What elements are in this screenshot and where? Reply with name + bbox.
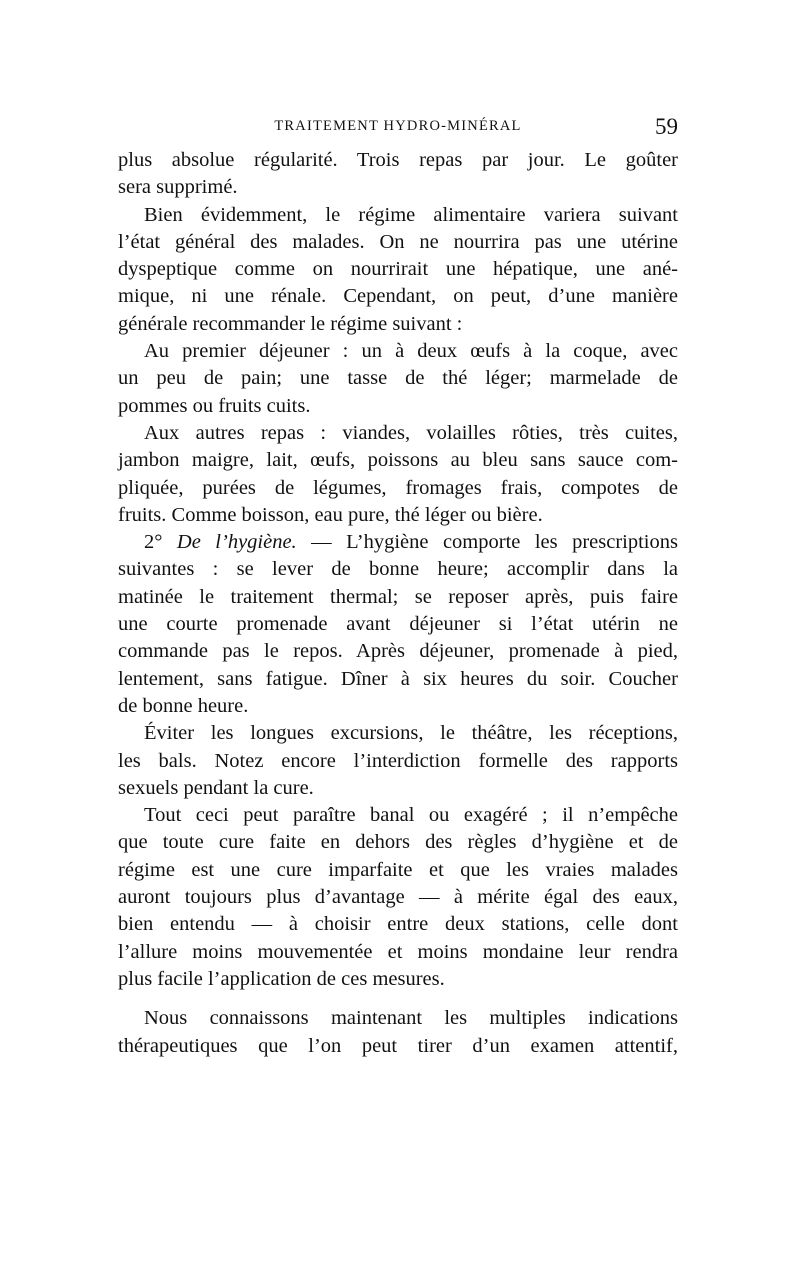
text-line: mique, ni une rénale. Cependant, on peut, d’une manière [118,285,678,308]
text-line: jambon maigre, lait, œufs, poissons au bleu sans sauce com- [118,449,678,472]
text-line: pommes ou fruits cuits. [118,394,311,417]
text-line: Nous connaissons maintenant les multiples indications [144,1007,678,1030]
text-line: les bals. Notez encore l’interdiction formelle des rapports [118,749,678,772]
text-line: sexuels pendant la cure. [118,776,314,799]
text-line: fruits. Comme boisson, eau pure, thé léger ou bière. [118,503,543,526]
text-line: matinée le traitement thermal; se reposer après, puis faire [118,585,678,608]
text-line: pliquée, purées de légumes, fromages frais, compotes de [118,476,678,499]
text-line: régime est une cure imparfaite et que les vraies malades [118,858,678,881]
text-line: l’état général des malades. On ne nourrira pas une utérine [118,230,678,253]
text-line: générale recommander le régime suivant : [118,312,463,335]
text-line: une courte promenade avant déjeuner si l’état utérin ne [118,613,678,636]
text-line: Au premier déjeuner : un à deux œufs à la coque, avec [144,340,678,363]
text-line: thérapeutiques que l’on peut tirer d’un examen attentif, [118,1034,678,1057]
text-line: que toute cure faite en dehors des règles d’hygiène et de [118,831,678,854]
text-line-section-heading [118,529,678,556]
text-line: l’allure moins mouvementée et moins mondaine leur rendra [118,940,678,963]
text-line: auront toujours plus d’avantage — à mérite égal des eaux, [118,886,678,909]
text-line: sera supprimé. [118,176,238,199]
text-line: Aux autres repas : viandes, volailles rôties, très cuites, [144,421,678,444]
text-line: bien entendu — à choisir entre deux stations, celle dont [118,913,678,936]
text-line: commande pas le repos. Après déjeuner, promenade à pied, [118,640,678,663]
text-line: de bonne heure. [118,694,249,717]
text-line: plus absolue régularité. Trois repas par jour. Le goûter [118,149,678,171]
page-number: 59 [655,114,678,139]
running-header [118,114,678,144]
text-line: dyspeptique comme on nourrirait une hépatique, une ané- [118,258,678,281]
text-line: suivantes : se lever de bonne heure; accomplir dans la [118,558,678,581]
body-text [118,147,678,1060]
text-line: lentement, sans fatigue. Dîner à six heures du soir. Coucher [118,667,678,690]
text-line: Tout ceci peut paraître banal ou exagéré ; il n’empêche [144,804,678,827]
text-line: Éviter les longues excursions, le théâtre, les réceptions, [144,722,678,745]
running-title: TRAITEMENT HYDRO-MINÉRAL [274,118,522,134]
section-number: 2° [144,531,177,554]
text-line: plus facile l’application de ces mesures. [118,967,445,990]
text-line: Bien évidemment, le régime alimentaire variera suivant [144,203,678,226]
section-lead-text: — L’hygiène comporte les prescriptions [296,531,678,554]
text-line: un peu de pain; une tasse de thé léger; marmelade de [118,367,678,390]
section-title: De l’hygiène. [176,531,297,554]
